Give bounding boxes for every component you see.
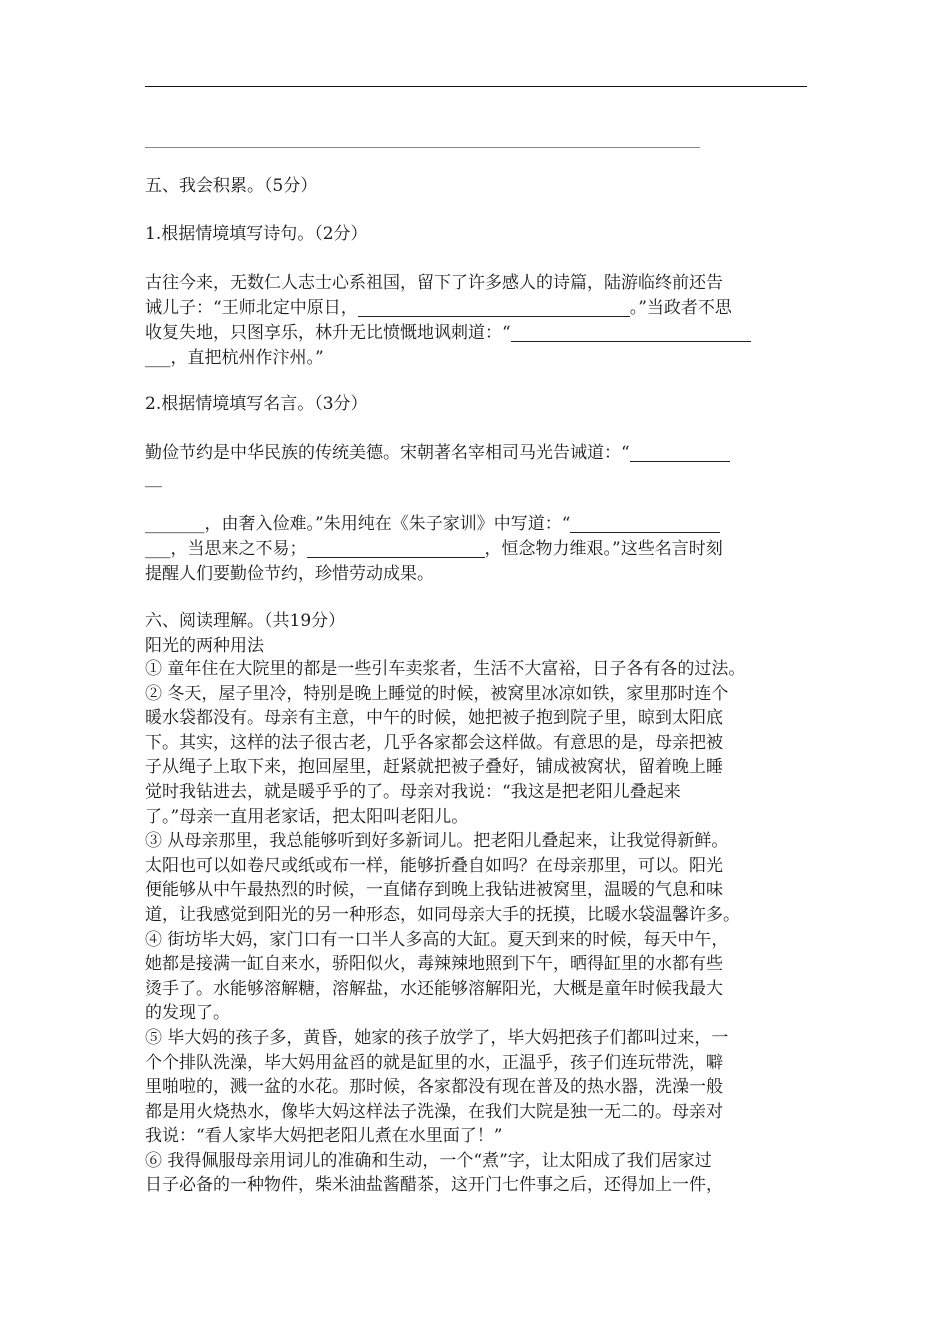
passage-line: ⑥ 我得佩服母亲用词儿的准确和生动，一个“煮”字，让太阳成了我们居家过 <box>145 1150 712 1171</box>
passage-line: 便能够从中午最热烈的时候，一直储存到晚上我钻进被窝里，温暖的气息和味 <box>145 880 723 901</box>
passage-line: 暖水袋都没有。母亲有主意，中午的时候，她把被子抱到院子里，晾到太阳底 <box>145 708 723 729</box>
question-2-heading: 2.根据情境填写名言。（3分） <box>145 394 368 414</box>
passage-line: ③ 从母亲那里，我总能够听到好多新词儿。把老阳儿叠起来，让我觉得新鲜。 <box>145 831 729 852</box>
passage-line: 个个排队洗澡，毕大妈用盆舀的就是缸里的水，正温乎，孩子们连玩带洗，噼 <box>145 1052 723 1073</box>
question-2-body-b <box>145 512 807 587</box>
passage-line: ⑤ 毕大妈的孩子多，黄昏，她家的孩子放学了，毕大妈把孩子们都叫过来，一 <box>145 1027 729 1048</box>
text-line: 勤俭节约是中华民族的传统美德。宋朝著名宰相司马光告诫道：“ <box>145 441 807 466</box>
passage-line: 觉时我钻进去，就是暖乎乎的了。母亲对我说：“我这是把老阳儿叠起来 <box>145 781 681 802</box>
text-line: 诫儿子：“王师北定中原日， 。”当政者不思 <box>145 298 732 318</box>
question-1-body <box>145 271 807 371</box>
text-line: _______，由奢入俭难。”朱用纯在《朱子家训》中写道：“ <box>145 512 807 537</box>
passage-line: ① 童年住在大院里的都是一些引车卖浆者，生活不大富裕，日子各有各的过法。 <box>145 659 746 679</box>
question-1-heading: 1.根据情境填写诗句。（2分） <box>145 224 368 244</box>
passage-line: 子从绳子上取下来，抱回屋里，赶紧就把被子叠好，铺成被窝状，留着晚上睡 <box>145 757 723 778</box>
passage-line: ④ 街坊毕大妈，家门口有一口半人多高的大缸。夏天到来的时候，每天中午， <box>145 929 729 950</box>
passage-line: 我说：“看人家毕大妈把老阳儿煮在水里面了！” <box>145 1126 503 1147</box>
fill-blank[interactable] <box>307 539 485 558</box>
passage-line: 她都是接满一缸自来水，骄阳似火，毒辣辣地照到下午，晒得缸里的水都有些 <box>145 954 723 975</box>
passage-line: 道，让我感觉到阳光的另一种形态，如同母亲大手的抚摸，比暖水袋温馨许多。 <box>145 904 740 925</box>
text-line: __ <box>145 468 162 488</box>
passage-line: 日子必备的一种物件，柴米油盐酱醋茶，这开门七件事之后，还得加上一件， <box>145 1175 723 1196</box>
fill-blank[interactable] <box>511 323 751 342</box>
fill-blank[interactable] <box>358 298 630 317</box>
section-6-heading: 六、阅读理解。（共19分） <box>145 611 346 631</box>
text-line: 收复失地，只图享乐，林升无比愤慨地讽刺道：“ <box>145 321 807 346</box>
passage-line: 烫手了。水能够溶解糖，溶解盐，水还能够溶解阳光，大概是童年时候我最大 <box>145 978 723 999</box>
fill-blank[interactable] <box>630 443 730 462</box>
answer-line <box>145 147 700 148</box>
question-2-body-a <box>145 441 807 491</box>
passage-line: ② 冬天，屋子里冷，特别是晚上睡觉的时候，被窝里冰凉如铁，家里那时连个 <box>145 683 729 704</box>
text-line: 古往今来，无数仁人志士心系祖国，留下了许多感人的诗篇，陆游临终前还告 <box>145 273 723 293</box>
passage-line: 了。”母亲一直用老家话，把太阳叫老阳儿。 <box>145 806 469 827</box>
passage-line: 的发现了。 <box>145 1003 230 1024</box>
reading-passage <box>145 657 807 1198</box>
section-5-heading: 五、我会积累。（5分） <box>145 176 318 196</box>
passage-line: 太阳也可以如卷尺或纸或布一样，能够折叠自如吗？在母亲那里，可以。阳光 <box>145 855 723 876</box>
reading-title: 阳光的两种用法 <box>145 636 264 656</box>
passage-line: 下。其实，这样的法子很古老，几乎各家都会这样做。有意思的是，母亲把被 <box>145 732 723 753</box>
fill-blank[interactable] <box>570 514 720 533</box>
passage-line: 里啪啦的，溅一盆的水花。那时候，各家都没有现在普及的热水器，洗澡一般 <box>145 1077 723 1098</box>
passage-line: 都是用火烧热水，像毕大妈这样法子洗澡，在我们大院是独一无二的。母亲对 <box>145 1101 723 1122</box>
text-line: 提醒人们要勤俭节约，珍惜劳动成果。 <box>145 564 434 584</box>
header-rule <box>145 86 807 87</box>
text-line: ___，当思来之不易； ，恒念物力维艰。”这些名言时刻 <box>145 539 723 559</box>
text-line: ___，直把杭州作汴州。” <box>145 348 324 368</box>
